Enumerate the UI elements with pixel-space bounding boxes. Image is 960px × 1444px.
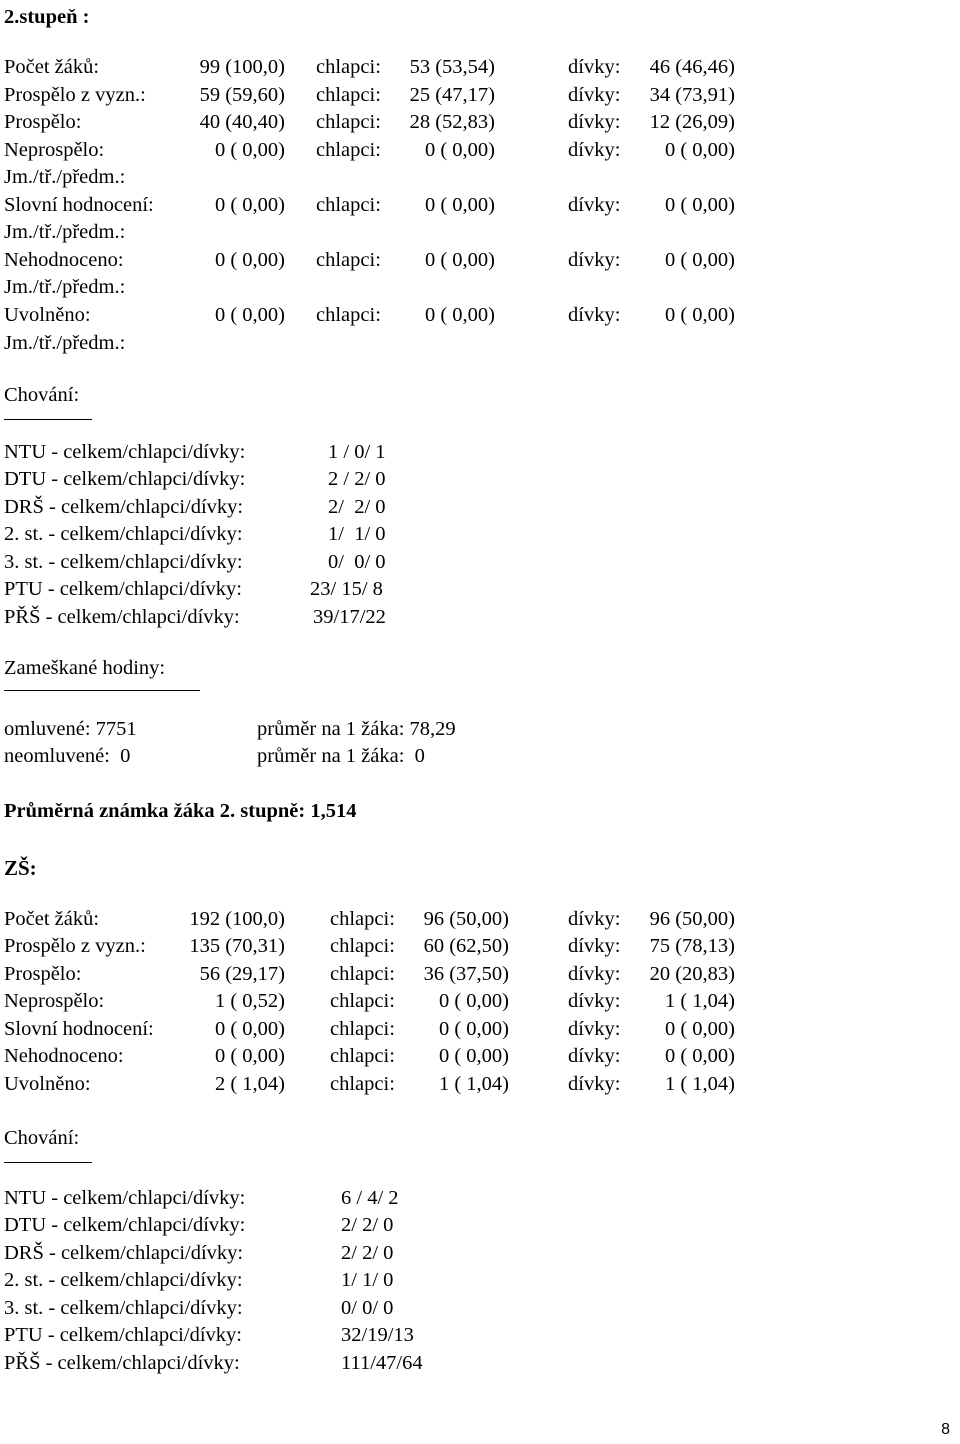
behavior-value: 2/ 2/ 0 <box>328 496 386 518</box>
boys-label: chlapci: <box>316 194 381 216</box>
behavior-value: 111/47/64 <box>341 1352 423 1374</box>
boys-label: chlapci: <box>330 908 395 930</box>
girls-value: 96 (50,00) <box>649 908 735 930</box>
girls-value: 20 (20,83) <box>649 963 735 985</box>
boys-label: chlapci: <box>316 304 381 326</box>
behavior-label: NTU - celkem/chlapci/dívky: <box>4 1187 246 1209</box>
stats-label: Neprospělo: <box>4 139 105 161</box>
stats-label: Prospělo: <box>4 963 82 985</box>
section-heading-2-stupen: 2.stupeň : <box>4 6 90 28</box>
girls-label: dívky: <box>568 908 621 930</box>
boys-value: 0 ( 0,00) <box>438 1018 509 1040</box>
girls-label: dívky: <box>568 84 621 106</box>
behavior-value: 1/ 1/ 0 <box>328 523 386 545</box>
jm-label: Jm./tř./předm.: <box>4 332 126 354</box>
behavior-value: 2 / 2/ 0 <box>328 468 386 490</box>
boys-label: chlapci: <box>316 249 381 271</box>
girls-label: dívky: <box>568 249 621 271</box>
stats-label: Uvolněno: <box>4 1073 91 1095</box>
boys-label: chlapci: <box>330 1073 395 1095</box>
stats-label: Slovní hodnocení: <box>4 1018 154 1040</box>
stats-total: 1 ( 0,52) <box>214 990 285 1012</box>
stats-total: 192 (100,0) <box>189 908 285 930</box>
stats-total: 0 ( 0,00) <box>214 1045 285 1067</box>
stats-label: Počet žáků: <box>4 56 100 78</box>
boys-label: chlapci: <box>330 935 395 957</box>
stats-total: 0 ( 0,00) <box>214 194 285 216</box>
boys-label: chlapci: <box>316 111 381 133</box>
behavior-value: 1/ 1/ 0 <box>341 1269 394 1291</box>
girls-value: 0 ( 0,00) <box>664 139 735 161</box>
girls-value: 0 ( 0,00) <box>664 194 735 216</box>
boys-value: 0 ( 0,00) <box>424 304 495 326</box>
behavior-value: 23/ 15/ 8 <box>310 578 383 600</box>
behavior-title: Chování: <box>4 1127 80 1149</box>
boys-value: 1 ( 1,04) <box>438 1073 509 1095</box>
absence-average: průměr na 1 žáka: 78,29 <box>257 718 456 740</box>
girls-label: dívky: <box>568 111 621 133</box>
boys-value: 36 (37,50) <box>423 963 509 985</box>
boys-value: 0 ( 0,00) <box>438 990 509 1012</box>
stats-total: 135 (70,31) <box>189 935 285 957</box>
behavior-label: DRŠ - celkem/chlapci/dívky: <box>4 496 244 518</box>
stats-label: Prospělo z vyzn.: <box>4 935 146 957</box>
average-grade: Průměrná známka žáka 2. stupně: 1,514 <box>4 800 357 822</box>
stats-total: 0 ( 0,00) <box>214 249 285 271</box>
girls-value: 0 ( 0,00) <box>664 304 735 326</box>
stats-label: Uvolněno: <box>4 304 91 326</box>
behavior-label: 3. st. - celkem/chlapci/dívky: <box>4 1297 243 1319</box>
behavior-value: 2/ 2/ 0 <box>341 1214 394 1236</box>
girls-label: dívky: <box>568 1073 621 1095</box>
boys-value: 0 ( 0,00) <box>424 139 495 161</box>
boys-label: chlapci: <box>330 963 395 985</box>
stats-total: 99 (100,0) <box>199 56 285 78</box>
absence-label: omluvené: 7751 <box>4 718 137 740</box>
girls-value: 0 ( 0,00) <box>664 249 735 271</box>
stats-label: Nehodnoceno: <box>4 249 124 271</box>
girls-label: dívky: <box>568 935 621 957</box>
girls-label: dívky: <box>568 304 621 326</box>
girls-value: 34 (73,91) <box>649 84 735 106</box>
jm-label: Jm./tř./předm.: <box>4 276 126 298</box>
absence-label: neomluvené: 0 <box>4 745 131 767</box>
boys-value: 28 (52,83) <box>409 111 495 133</box>
section-heading-zs: ZŠ: <box>4 856 37 880</box>
behavior-title: Chování: <box>4 384 80 406</box>
stats-total: 0 ( 0,00) <box>214 1018 285 1040</box>
girls-label: dívky: <box>568 139 621 161</box>
behavior-value: 0/ 0/ 0 <box>328 551 386 573</box>
girls-value: 0 ( 0,00) <box>664 1018 735 1040</box>
boys-label: chlapci: <box>330 1018 395 1040</box>
stats-total: 0 ( 0,00) <box>214 139 285 161</box>
stats-total: 2 ( 1,04) <box>214 1073 285 1095</box>
absence-average: průměr na 1 žáka: 0 <box>257 745 425 767</box>
girls-label: dívky: <box>568 1018 621 1040</box>
girls-label: dívky: <box>568 56 621 78</box>
boys-label: chlapci: <box>316 84 381 106</box>
absence-title-underline <box>4 690 200 691</box>
behavior-value: 39/17/22 <box>313 606 386 628</box>
behavior-label: PTU - celkem/chlapci/dívky: <box>4 1324 242 1346</box>
stats-total: 59 (59,60) <box>199 84 285 106</box>
boys-value: 0 ( 0,00) <box>424 194 495 216</box>
stats-label: Prospělo z vyzn.: <box>4 84 146 106</box>
behavior-value: 32/19/13 <box>341 1324 414 1346</box>
behavior-label: DTU - celkem/chlapci/dívky: <box>4 468 246 490</box>
girls-label: dívky: <box>568 990 621 1012</box>
behavior-label: PŘŠ - celkem/chlapci/dívky: <box>4 606 240 628</box>
stats-total: 0 ( 0,00) <box>214 304 285 326</box>
behavior-label: NTU - celkem/chlapci/dívky: <box>4 441 246 463</box>
behavior-label: 2. st. - celkem/chlapci/dívky: <box>4 1269 243 1291</box>
behavior-value: 0/ 0/ 0 <box>341 1297 394 1319</box>
boys-label: chlapci: <box>316 56 381 78</box>
boys-value: 53 (53,54) <box>409 56 495 78</box>
behavior-label: PŘŠ - celkem/chlapci/dívky: <box>4 1352 240 1374</box>
stats-total: 40 (40,40) <box>199 111 285 133</box>
behavior-label: 2. st. - celkem/chlapci/dívky: <box>4 523 243 545</box>
behavior-title-underline <box>4 419 92 420</box>
girls-value: 12 (26,09) <box>649 111 735 133</box>
stats-label: Nehodnoceno: <box>4 1045 124 1067</box>
behavior-label: PTU - celkem/chlapci/dívky: <box>4 578 242 600</box>
stats-label: Slovní hodnocení: <box>4 194 154 216</box>
stats-label: Neprospělo: <box>4 990 105 1012</box>
behavior-value: 2/ 2/ 0 <box>341 1242 394 1264</box>
boys-label: chlapci: <box>330 1045 395 1067</box>
girls-value: 75 (78,13) <box>649 935 735 957</box>
jm-label: Jm./tř./předm.: <box>4 166 126 188</box>
girls-label: dívky: <box>568 963 621 985</box>
boys-value: 0 ( 0,00) <box>424 249 495 271</box>
boys-value: 96 (50,00) <box>423 908 509 930</box>
behavior-title-underline <box>4 1162 92 1163</box>
behavior-value: 6 / 4/ 2 <box>341 1187 399 1209</box>
boys-label: chlapci: <box>316 139 381 161</box>
boys-value: 25 (47,17) <box>409 84 495 106</box>
absence-title: Zameškané hodiny: <box>4 657 166 679</box>
girls-value: 1 ( 1,04) <box>664 990 735 1012</box>
stats-label: Prospělo: <box>4 111 82 133</box>
girls-label: dívky: <box>568 194 621 216</box>
girls-value: 46 (46,46) <box>649 56 735 78</box>
behavior-value: 1 / 0/ 1 <box>328 441 386 463</box>
boys-value: 60 (62,50) <box>423 935 509 957</box>
stats-label: Počet žáků: <box>4 908 100 930</box>
behavior-label: DRŠ - celkem/chlapci/dívky: <box>4 1242 244 1264</box>
girls-label: dívky: <box>568 1045 621 1067</box>
girls-value: 1 ( 1,04) <box>664 1073 735 1095</box>
jm-label: Jm./tř./předm.: <box>4 221 126 243</box>
behavior-label: DTU - celkem/chlapci/dívky: <box>4 1214 246 1236</box>
boys-label: chlapci: <box>330 990 395 1012</box>
girls-value: 0 ( 0,00) <box>664 1045 735 1067</box>
page-number: 8 <box>941 1421 950 1438</box>
behavior-label: 3. st. - celkem/chlapci/dívky: <box>4 551 243 573</box>
stats-total: 56 (29,17) <box>199 963 285 985</box>
boys-value: 0 ( 0,00) <box>438 1045 509 1067</box>
